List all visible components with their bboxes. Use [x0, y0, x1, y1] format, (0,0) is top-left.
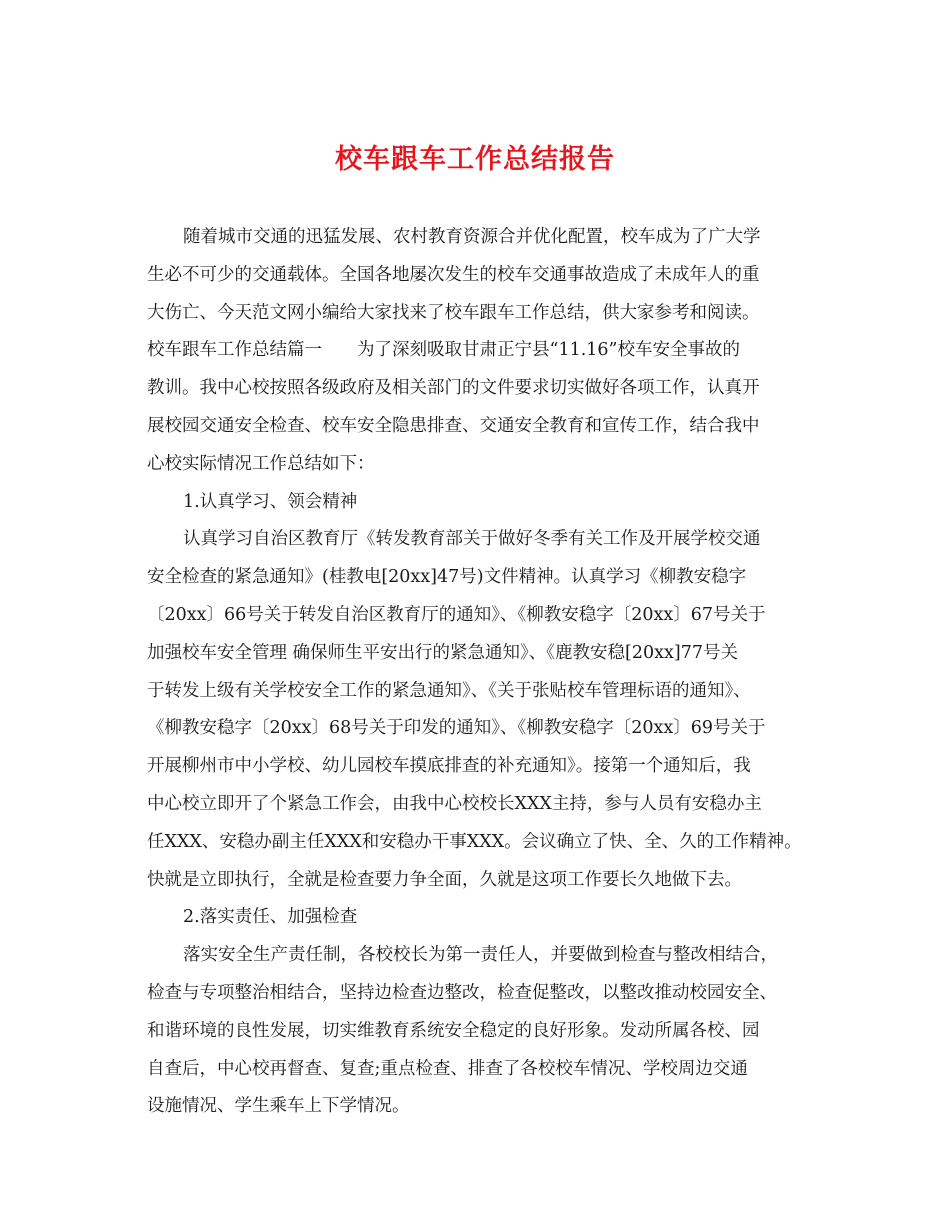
text-line: 和谐环境的良性发展，切实维教育系统安全稳定的良好形象。发动所属各校、园	[147, 1020, 760, 1041]
text-line: 中心校立即开了个紧急工作会，由我中心校校长XXX主持，参与人员有安稳办主	[147, 793, 762, 814]
page-title: 校车跟车工作总结报告	[335, 144, 615, 175]
text-line: 随着城市交通的迅猛发展、农村教育资源合并优化配置，校车成为了广大学	[183, 227, 761, 247]
text-line: 〔20xx〕66号关于转发自治区教育厅的通知》、《柳教安稳字〔20xx〕67号关于	[147, 604, 766, 625]
text-line: 心校实际情况工作总结如下：	[147, 453, 375, 474]
text-line: 检查与专项整治相结合，坚持边检查边整改，检查促整改，以整改推动校园安全、	[147, 982, 777, 1003]
text-line: 任XXX、安稳办副主任XXX和安稳办干事XXX。会议确立了快、全、久的工作精神。	[147, 831, 802, 852]
text-line: 认真学习自治区教育厅《转发教育部关于做好冬季有关工作及开展学校交通	[183, 529, 761, 550]
text-line: 校车跟车工作总结篇一 为了深刻吸取甘肃正宁县“11.16”校车安全事故的	[147, 340, 740, 361]
document-body	[147, 219, 827, 1126]
text-line: 1.认真学习、领会精神	[183, 491, 358, 512]
text-line: 安全检查的紧急通知》(桂教电[20xx]47号)文件精神。认真学习《柳教安稳字	[147, 567, 747, 588]
text-line: 生必不可少的交通载体。全国各地屡次发生的校车交通事故造成了未成年人的重	[147, 264, 760, 285]
text-line: 展校园交通安全检查、校车安全隐患排查、交通安全教育和宣传工作，结合我中	[147, 415, 760, 436]
text-line: 于转发上级有关学校安全工作的紧急通知》、《关于张贴校车管理标语的通知》、	[147, 680, 751, 701]
text-line: 2.落实责任、加强检查	[183, 907, 358, 928]
text-line: 开展柳州市中小学校、幼儿园校车摸底排查的补充通知》。接第一个通知后，我	[147, 756, 751, 777]
text-line: 大伤亡、今天范文网小编给大家找来了校车跟车工作总结，供大家参考和阅读。	[147, 302, 760, 323]
text-line: 落实安全生产责任制，各校校长为第一责任人，并要做到检查与整改相结合，	[183, 945, 778, 966]
text-line: 《柳教安稳字〔20xx〕68号关于印发的通知》、《柳教安稳字〔20xx〕69号关于	[147, 718, 766, 739]
text-line: 自查后，中心校再督查、复查;重点检查、排查了各校校车情况、学校周边交通	[147, 1058, 748, 1079]
text-line: 设施情况、学生乘车上下学情况。	[147, 1096, 410, 1117]
text-line: 加强校车安全管理 确保师生平安出行的紧急通知》、《鹿教安稳[20xx]77号关	[147, 642, 738, 663]
text-line: 快就是立即执行，全就是检查要力争全面，久就是这项工作要长久地做下去。	[147, 869, 742, 890]
text-line: 教训。我中心校按照各级政府及相关部门的文件要求切实做好各项工作，认真开	[147, 378, 760, 399]
